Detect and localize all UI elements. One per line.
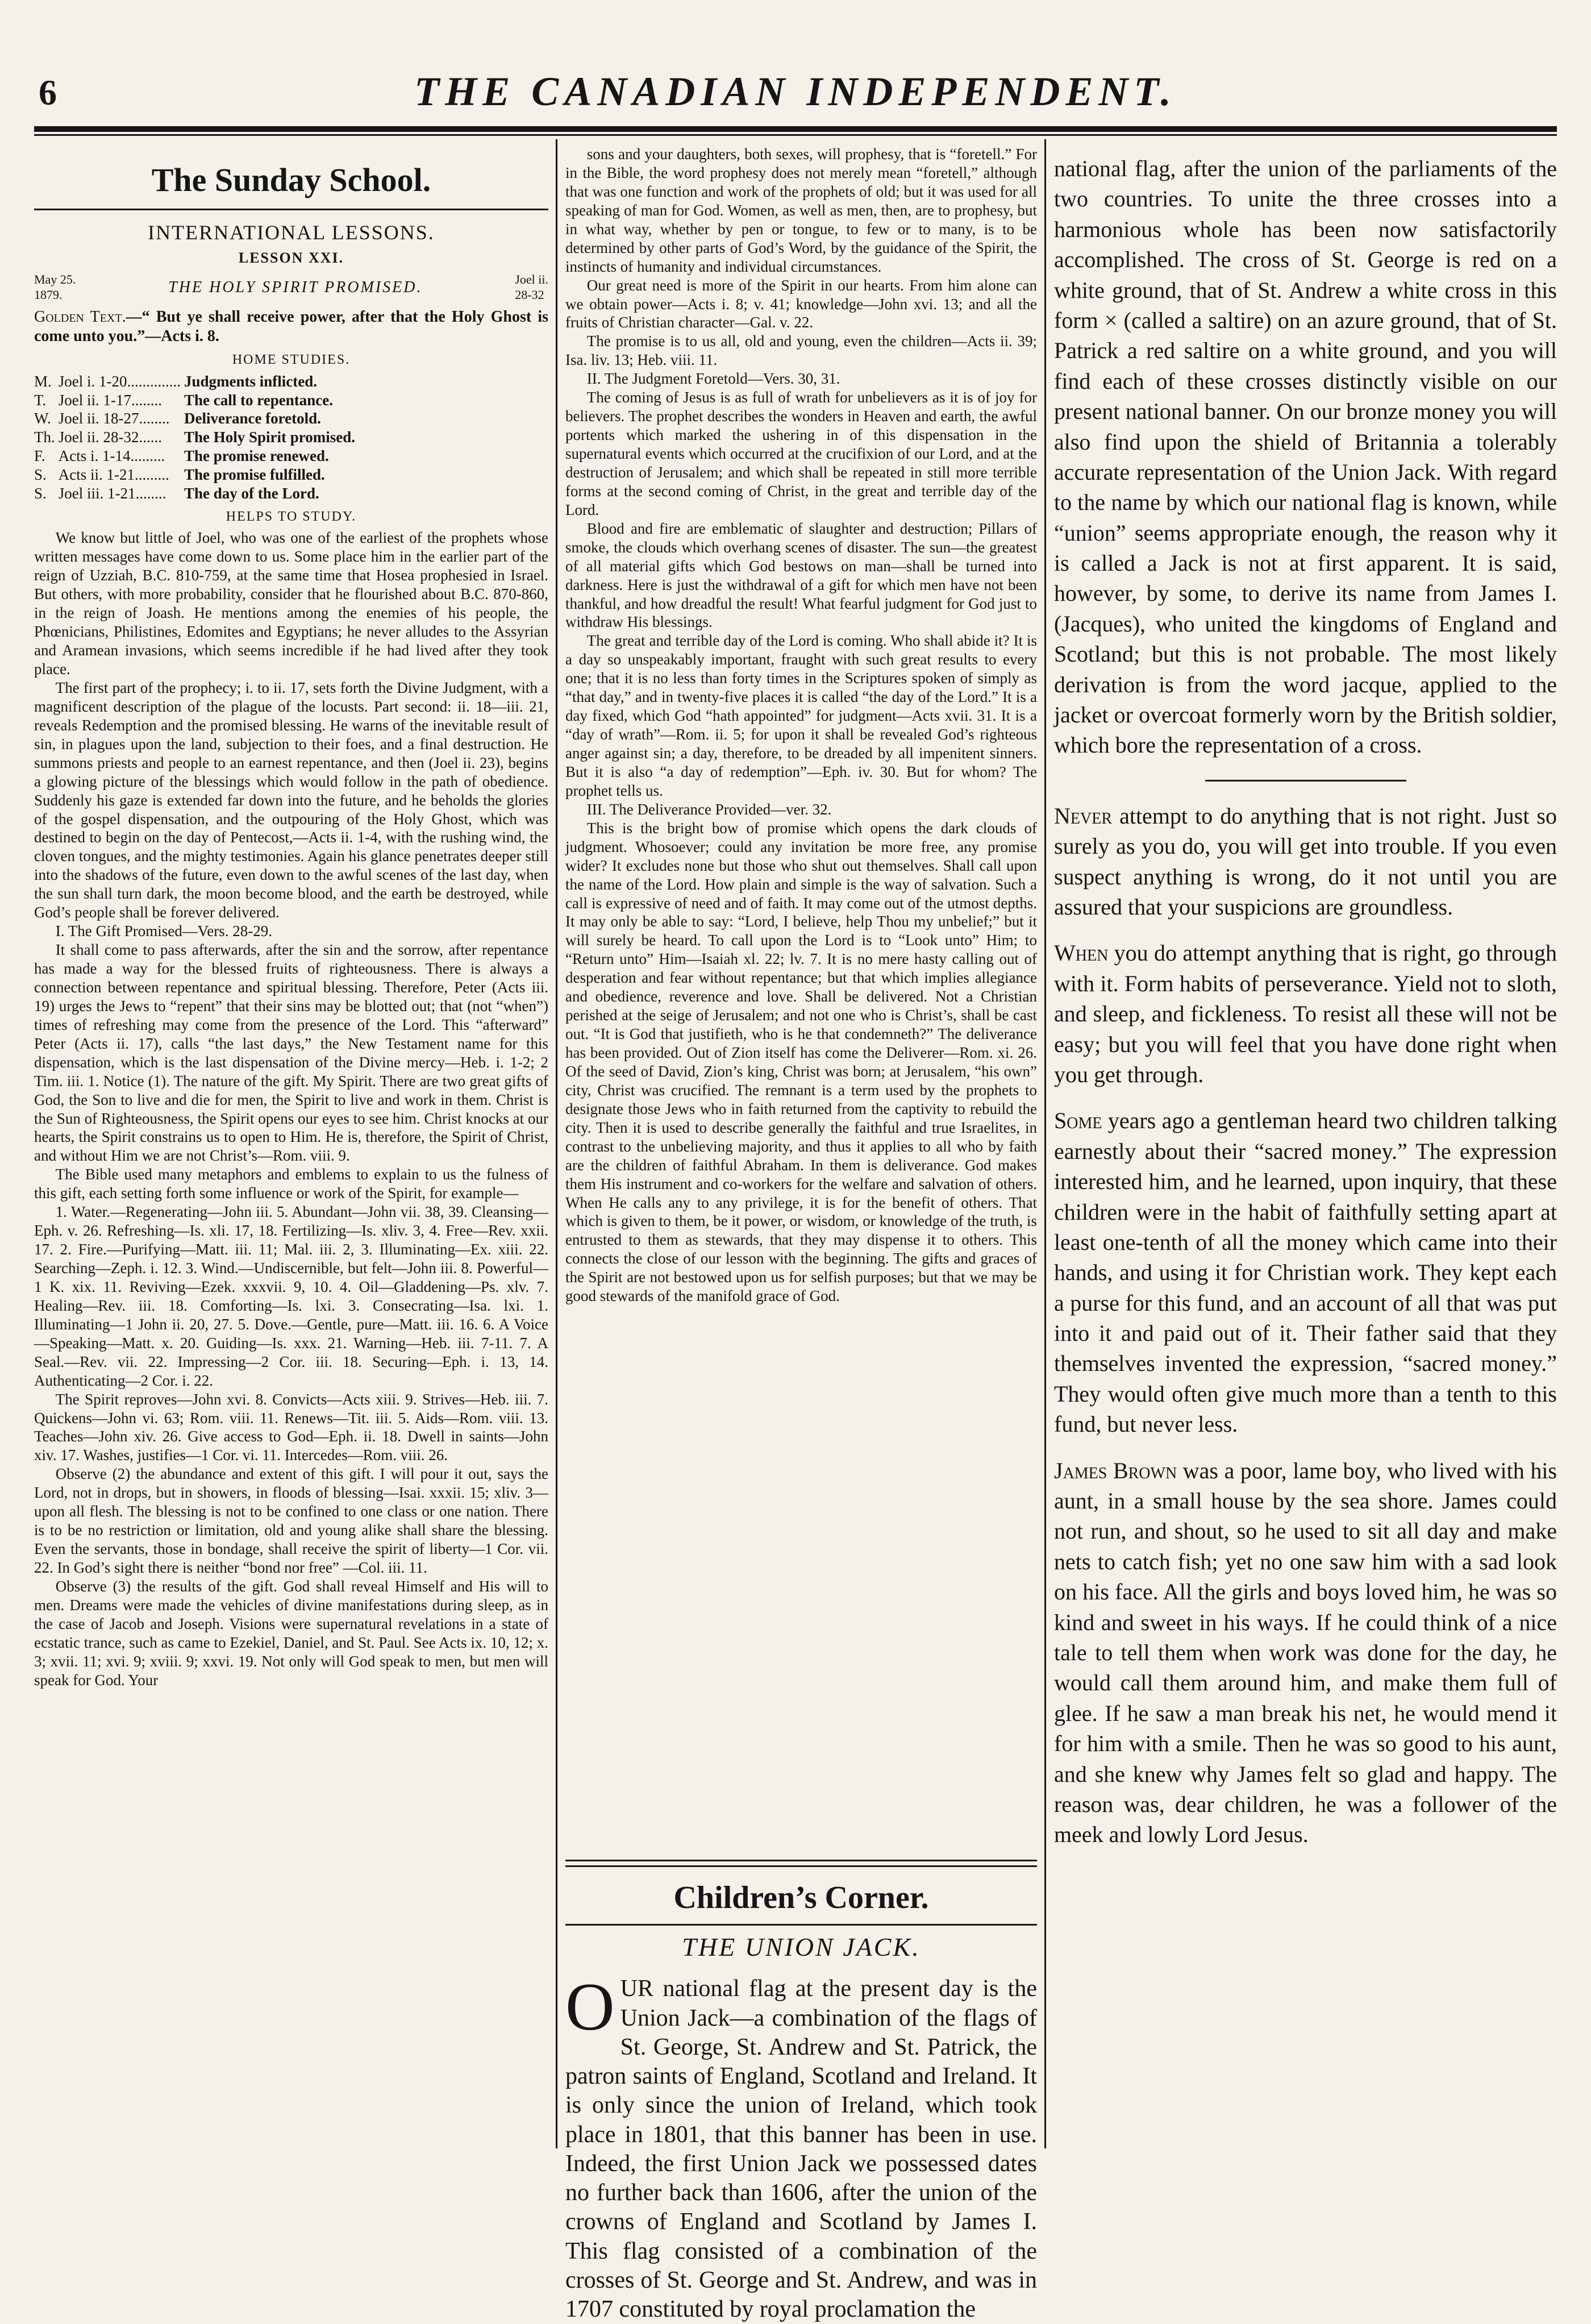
paragraph: It shall come to pass afterwards, after the sin and the sorrow, after repentance has made a way for the blessed fruits of righteousness. There is always a connection between repentance and spiritual blessing. Therefore, Peter (Acts iii. 19) urges the Jews to “repent” that their sins may be blotted out; that (not “when”) times of refreshing may come from the presence of the Lord. This “afterward” Peter (Acts ii. 17), calls “the last days,” the New Testament name for this dispensation, which is the last dispensation of the Divine mercy—Heb. i. 1-2; 2 Tim. iii. 1. Notice (1). The nature of the gift. My Spirit. There are two great gifts of God, the Son to live and die for men, the Spirit to live and work in them. Christ is the Sun of Righteousness, the Spirit opens our eyes to see him. Christ knocks at our hearts, the Spirit constrains us to open to Him. He is, therefore, the Spirit of Christ, and without Him we are not Christ’s—Rom. viii. 9. [34, 941, 548, 1165]
golden-text: Golden Text.—“ But ye shall receive power, after that the Holy Ghost is come unto you.”—Acts i. 8. [34, 308, 548, 346]
paragraph: The first part of the prophecy; i. to ii. 17, sets forth the Divine Judgment, with a magnificent description of the plague of the locusts. Part second: ii. 18—iii. 21, reveals Redemption and the promised blessing. He warns of the inevitable result of sin, in plagues upon the land, subjection to their foes, and a final destruction. He summons priests and people to an earnest repentance, and then (Joel ii. 23), begins a glowing picture of the blessings which would follow in the path of obedience. Suddenly his gaze is extended far down into the future, and he beholds the glories of the gospel dispensation, and the outpouring of the Holy Ghost, which was destined to begin on the day of Pentecost,—Acts ii. 1-4, with the rushing wind, the cloven tongues, and the mighty testimonies. Again his glance penetrates deeper still into the shadows of the future, even down to the awful scenes of the last day, when the sun shall turn dark, the moon become blood, and the earth be destroyed, while God’s people shall be forever delivered. [34, 679, 548, 921]
home-study-day: S. [34, 485, 47, 502]
corner-items [1054, 801, 1557, 1850]
paragraph: Observe (2) the abundance and extent of this gift. I will pour it out, says the Lord, not in drops, but in showers, in floods of blessing—Isai. xxxii. 15; xliv. 3—upon all flesh. The blessing is not to be confined to one class or one nation. There is to be no restriction or limitation, old and young alike shall share the blessing. Even the servants, those in bondage, shall receive the spirit of liberty—1 Cor. vii. 22. In God’s sight there is neither “bond nor free” —Col. iii. 11. [34, 1465, 548, 1576]
story-continuation: national flag, after the union of the parliaments of the two countries. To unite the three crosses into a harmonious whole has been now satisfactorily accomplished. The cross of St. George is red on a white ground, that of St. Andrew a white cross in this form × (called a saltire) on an azure ground, that of St. Patrick a red saltire on a white ground, and you will find each of these crosses distinctly visible on our present national banner. On our bronze money you will also find upon the shield of Britannia a tolerably accurate representation of the Union Jack. With regard to the name by which our national flag is known, while “union” seems appropriate enough, the reason why it is called a Jack is not at first apparent. It is said, however, by some, to derive its name from James I. (Jacques), who united the kingdoms of England and Scotland; but this is not probable. The most likely derivation is from the word jacque, applied to the jacket or overcoat formerly worn by the British soldier, which bore the representation of a cross. [1054, 156, 1557, 758]
home-study-row [34, 484, 359, 503]
lesson-number: LESSON XXI. [238, 249, 344, 266]
title-rule [34, 209, 548, 210]
home-study-ref: Joel ii. 18-27........ [58, 410, 170, 427]
corner-item-lead: When [1054, 940, 1109, 966]
corner-item [1054, 938, 1557, 1090]
paragraph: The promise is to us all, old and young, even the children—Acts ii. 39; Isa. liv. 13; Heb. viii. 11. [565, 332, 1037, 369]
home-study-day: S. [34, 466, 47, 484]
paragraph: This is the bright bow of promise which opens the dark clouds of judgment. Whosoever; could any invitation be more free, any promise wider? It excludes none but those who shut out themselves. Shall call upon the name of the Lord. How plain and simple is the way of salvation. Such a call is expressive of need and of faith. It may come out of the utmost depths. It may only be able to say: “Lord, I believe, help Thou my unbelief;” but it will surely be heard. To call upon the Lord is to “Look unto” Him; to “Return unto” Him—Isaiah xl. 22; lv. 7. It is no mere hasty calling out of desperation and fear without repentance; but that which implies allegiance and obedience, reverence and love. Shall be delivered. Not a Christian perished at the seige of Jerusalem; and not one who is Christ’s, shall be cast out. “It is God that justifieth, who is he that condemneth?” The deliverance has been provided. Out of Zion itself has come the Deliverer—Rom. xi. 26. Of the seed of David, Zion’s king, Christ was born; at Jerusalem, “his own” city, Christ was crucified. The remnant is a term used by the prophets to designate those Jews who in faith returned from the captivity to rebuild the city. Then it is used to describe generally the faithful and true Israelites, in contrast to the unbelieving majority, and thus it applies to all who by faith are the children of faithful Abraham. In them is deliverance. God makes them His instrument and co-workers for the welfare and salvation of others. When He calls any to any privilege, it is for the benefit of others. That which is given to them, be it power, or wisdom, or knowledge of the truth, is entrusted to them as stewards, that they may dispense it to others. This connects the close of our lesson with the beginning. The gifts and graces of the Spirit are not bestowed upon us for selfish purposes; but that we may be good stewards of the manifold grace of God. [565, 819, 1037, 1305]
home-study-day: T. [34, 391, 47, 409]
story-text: OUR national flag at the present day is the Union Jack—a combination of the flags of St. George, St. Andrew and St. Patrick, the patron saints of England, Scotland and Ireland. It is only since the union of Ireland, which took place in 1801, that this banner has been in use. Indeed, the first Union Jack we possessed dates no further back than 1606, after the union of the crowns of England and Scotland by James I. This flag consisted of a combination of the crosses of St. George and St. Andrew, and was in 1707 constituted by royal proclamation the [565, 1969, 1037, 2322]
sunday-school-column-1 [34, 152, 548, 2147]
home-study-day: M. [34, 372, 52, 390]
home-study-topic: The promise fulfilled. [184, 466, 325, 484]
department-title: The Sunday School. [151, 161, 431, 198]
home-studies-table [34, 372, 359, 504]
home-study-day: Th. [34, 429, 55, 446]
home-study-topic: The Holy Spirit promised. [184, 429, 356, 446]
paragraph: III. The Deliverance Provided—ver. 32. [586, 800, 832, 818]
masthead-rule-thin [34, 134, 1557, 136]
paragraph: I. The Gift Promised—Vers. 28-29. [55, 922, 273, 940]
childrens-corner-start [565, 1878, 1037, 2322]
paragraph: sons and your daughters, both sexes, will prophesy, that is “foretell.” For in the Bible, the word prophesy does not merely mean “foretell,” although that was one function and work of the prophets of old; but it was used for all speaking of man for God. Women, as well as men, then, are to prophesy, but in what way, whether by pen or tongue, to few or to many, is to be determined by other parts of God’s Word, by the guidance of the Spirit, the instincts of humanity and individual circumstances. [565, 145, 1037, 275]
lesson-date: May 25. 1879. [34, 272, 76, 302]
lesson-subject-row [34, 272, 548, 303]
corner-item-lead: Some [1054, 1108, 1102, 1134]
item-divider [1205, 780, 1406, 781]
corner-item [1054, 801, 1557, 922]
home-study-ref: Joel ii. 1-17........ [58, 391, 162, 409]
section-rule [565, 1865, 1037, 1867]
home-study-ref: Acts i. 1-14......... [58, 447, 165, 465]
home-study-row [34, 372, 359, 391]
sunday-school-column-2 [565, 145, 1037, 1856]
department-title: Children’s Corner. [673, 1880, 929, 1915]
home-study-topic: The promise renewed. [184, 447, 329, 465]
corner-item [1054, 1105, 1557, 1439]
title-rule [565, 1924, 1037, 1926]
lesson-continuation [565, 145, 1037, 1306]
paragraph: Our great need is more of the Spirit in our hearts. From him alone can we obtain power—Acts i. 8; v. 41; knowledge—John xvi. 13; and all the fruits of Christian character—Gal. v. 22. [565, 276, 1037, 331]
section-title: INTERNATIONAL LESSONS. [148, 221, 435, 244]
home-study-row [34, 428, 359, 447]
masthead [34, 68, 1557, 131]
lesson-reference: Joel ii. 28-32 [515, 272, 548, 302]
home-study-topic: Deliverance foretold. [184, 410, 321, 427]
home-study-ref: Joel i. 1-20.............. [58, 372, 181, 390]
paragraph: II. The Judgment Foretold—Vers. 30, 31. [586, 370, 840, 388]
paragraph: Blood and fire are emblematic of slaughter and destruction; Pillars of smoke, the clouds which overhang scenes of disaster. The sun—the greatest of all material gifts which God bestows on man—shall be turned into darkness. Here is just the withdrawal of a gift for which men have not been thankful, and how dreadful the result! What fearful judgment for God just to withdraw His blessings. [565, 519, 1037, 631]
paragraph: The Spirit reproves—John xvi. 8. Convicts—Acts xiii. 9. Strives—Heb. iii. 7. Quickens—John vi. 63; Rom. viii. 11. Renews—Tit. iii. 5. Aids—Rom. viii. 13. Teaches—John xiv. 26. Give access to God—Eph. ii. 18. Dwell in saints—John xiv. 17. Washes, justifies—1 Cor. vi. 11. Intercedes—Rom. viii. 26. [34, 1390, 548, 1464]
home-study-row [34, 465, 359, 484]
home-studies-heading: HOME STUDIES. [232, 352, 351, 368]
paper-title: THE CANADIAN INDEPENDENT. [414, 69, 1177, 114]
corner-item-text: you do attempt anything that is right, go through with it. Form habits of perseverance. Yield not to sloth, and sleep, and fickleness. To resist all these will not be easy; but you will feel that you have done right when you get through. [1054, 940, 1557, 1087]
paragraph: The coming of Jesus is as full of wrath for unbelievers as it is of joy for believers. The prophet describes the wonders in Heaven and earth, the awful portents which marked the ushering in of this dispensation in the supernatural events which occurred at the crucifixion of our Lord, and at the destruction of Jerusalem; and which shall be repeated in still more terrible forms at the second coming of Christ, in the great and terrible day of the Lord. [565, 389, 1037, 518]
column-divider [1044, 139, 1046, 2148]
corner-item-text: was a poor, lame boy, who lived with his aunt, in a small house by the sea shore. James could not run, and shout, so he used to sit all day and make nets to catch fish; yet no one saw him with a sad look on his face. All the girls and boys loved him, he was so kind and sweet in his ways. If he could think of a nice tale to tell them when work was done for the day, he would call them around him, and make them full of glee. If he saw a man break his net, he would mend it for him with a smile. Then he was so good to his aunt, and she knew why James felt so glad and happy. The reason was, dear children, he was a follower of the meek and lowly Lord Jesus. [1054, 1457, 1557, 1848]
home-study-ref: Acts ii. 1-21......... [58, 466, 169, 484]
dropcap: O [565, 1969, 615, 2045]
story-title: THE UNION JACK. [682, 1932, 921, 1962]
home-study-topic: Judgments inflicted. [184, 372, 318, 390]
corner-item-text: attempt to do anything that is not right. Just so surely as you do, you will get into trouble. If you even suspect anything is wrong, do it not until you are assured that your suspicions are groundless. [1054, 803, 1557, 920]
home-study-topic: The day of the Lord. [184, 485, 319, 502]
corner-item-text: years ago a gentleman heard two children talking earnestly about their “sacred money.” The expression interested him, and he learned, upon inquiry, that these children were in the habit of faithfully setting apart at least one-tenth of all the money which came into their hands, and using it for Christian work. They kept each a purse for this fund, and an account of all that was put into it and paid out of it. Their father said that they themselves invented the expression, “sacred money.” They would often give much more than a tenth to this fund, but never less. [1054, 1108, 1557, 1437]
home-study-ref: Joel ii. 28-32...... [58, 429, 162, 446]
section-rule [565, 1860, 1037, 1861]
paragraph: 1. Water.—Regenerating—John iii. 5. Abundant—John vii. 38, 39. Cleansing—Eph. v. 26. Refreshing—Is. xli. 17, 18. Fertilizing—Is. xliv. 3, 4. Free—Rev. xxii. 17. 2. Fire.—Purifying—Matt. iii. 11; Mal. iii. 2, 3. Illuminating—Ex. xiii. 22. Searching—Zeph. i. 12. 3. Wind.—Undiscernible, but felt—John iii. 8. Powerful—1 K. xix. 11. Reviving—Ezek. xxxvii. 9, 10. 4. Oil—Gladdening—Ps. xlv. 7. Healing—Rev. iii. 18. Comforting—Is. lxi. 3. Consecrating—Isa. lxi. 1. Illuminating—1 John ii. 20, 27. 5. Dove.—Gentle, pure—Matt. iii. 16. 6. A Voice—Speaking—Matt. x. 20. Guiding—Is. xxx. 21. Warning—Heb. iii. 7-11. 7. A Seal.—Rev. vii. 22. Impressing—2 Cor. iii. 18. Securing—Eph. i. 13, 14. Authenticating—2 Cor. i. 22. [34, 1203, 548, 1389]
home-study-row [34, 409, 359, 428]
paragraph: The great and terrible day of the Lord is coming. Who shall abide it? It is a day so unspeakably important, fraught with such great results to every one; that it is no less than forty times in the Scriptures spoken of simply as “that day,” and in twenty-five places it is called “the day of the Lord.” It is a day fixed, which God “hath appointed” for judgment—Acts xvii. 31. It is a “day of wrath”—Rom. ii. 5; for upon it shall be revealed God’s righteous anger against sin; a day, therefore, to be dreaded by all impenitent sinners. But it is also “a day of redemption”—Eph. iv. 30. But for whom? The prophet tells us. [565, 632, 1037, 799]
home-study-row [34, 447, 359, 465]
home-study-ref: Joel iii. 1-21........ [58, 485, 166, 502]
paragraph: The Bible used many metaphors and emblems to explain to us the fulness of this gift, each setting forth some influence or work of the Spirit, for example— [34, 1166, 548, 1202]
home-study-row [34, 391, 359, 410]
home-study-day: F. [34, 447, 45, 465]
home-study-topic: The call to repentance. [184, 391, 333, 409]
home-study-day: W. [34, 410, 51, 427]
page-number: 6 [39, 72, 57, 113]
childrens-corner-column-3 [1054, 153, 1557, 2151]
paragraph: We know but little of Joel, who was one of the earliest of the prophets whose written messages have come down to us. Some place him in the earlier part of the reign of Uzziah, B.C. 810-759, at the same time that Hosea prophesied in Israel. But others, with more probability, consider that he flourished about B.C. 870-860, in the reign of Joash. He mentions among the enemies of his people, the Phœnicians, Philistines, Edomites and Egyptians; he never alludes to the Assyrian and Aramean invasions, which seems incredible if he had lived after they took place. [34, 529, 548, 677]
masthead-rule [34, 126, 1557, 132]
paragraph: Observe (3) the results of the gift. God shall reveal Himself and His will to men. Dreams were made the vehicles of divine manifestations during sleep, as in the case of Jacob and Joseph. Visions were supernatural revelations in a state of ecstatic trance, such as came to Ezekiel, Daniel, and St. Paul. See Acts ix. 10, 12; x. 3; xvii. 11; xvi. 9; xviii. 9; xxvi. 19. Not only will God speak to men, but men will speak for God. Your [34, 1577, 548, 1689]
corner-item-lead: Never [1054, 803, 1112, 829]
corner-item-lead: James Brown [1054, 1457, 1177, 1483]
column-divider [556, 139, 557, 2148]
lesson-subject: THE HOLY SPIRIT PROMISED. [168, 278, 423, 297]
corner-item [1054, 1456, 1557, 1850]
helps-text [34, 529, 548, 1689]
helps-heading: HELPS TO STUDY. [226, 509, 357, 525]
